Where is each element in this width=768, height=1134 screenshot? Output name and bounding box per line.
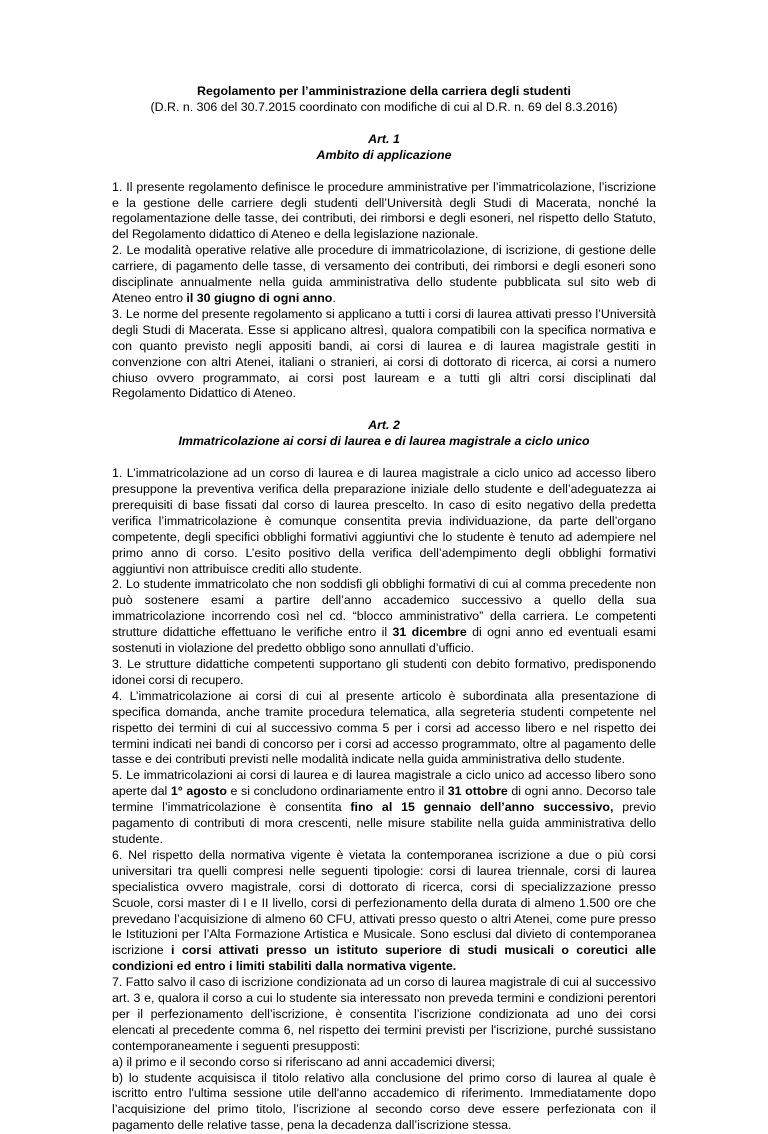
- text-run: a) il primo e il secondo corso si riferiscano ad anni accademici diversi;: [112, 1054, 495, 1069]
- bold-text-run: fino al 15 gennaio dell’anno successivo,: [350, 800, 614, 815]
- document-title: Regolamento per l’amministrazione della carriera degli studenti: [197, 84, 571, 98]
- text-run: 5. Le immatricolazioni ai corsi di laurea e di laurea magistrale a ciclo unico ad accesso libero sono aperte dal: [112, 768, 656, 799]
- text-run: 4. L’immatricolazione ai corsi di cui al presente articolo è subordinata alla presentazione di specifica domanda, anche tramite procedura telematica, alla segreteria studenti competente nel rispetto dei termini di cui al successivo comma 5 per i corsi ad accesso libero e nel rispetto dei termini indicati nei bandi di concorso per i corsi ad accesso programmato, oltre al pagamento delle tasse e dei contributi previsti nelle modalità indicate nella guida amministrativa dello studente.: [112, 688, 656, 767]
- article-body: [112, 180, 656, 403]
- bold-text-run: 31 dicembre: [392, 625, 467, 640]
- document-subtitle: (D.R. n. 306 del 30.7.2015 coordinato con modifiche di cui al D.R. n. 69 del 8.3.2016): [150, 99, 618, 114]
- paragraph: [112, 577, 656, 657]
- text-run: e si concludono ordinariamente entro il: [226, 784, 448, 799]
- text-run: 1. L’immatricolazione ad un corso di laurea e di laurea magistrale a ciclo unico ad accesso libero presuppone la preventiva verifica della preparazione iniziale dello studente e dell’adeguatezza ai prerequisiti di base fissati dal corso di laurea prescelto. In caso di esito negativo della predetta verifica l’immatricolazione è comunque consentita previa individuazione, da parte dell’organo competente, degli specifici obblighi formativi aggiuntivi che lo studente è tenuto ad adempiere nel primo anno di corso. L’esito positivo della verifica dell’adempimento degli obblighi formativi aggiuntivi non attribuisce crediti allo studente.: [112, 466, 656, 576]
- paragraph: [112, 180, 656, 244]
- article-title: Ambito di applicazione: [316, 147, 452, 162]
- text-run: previo pagamento di contributi di mora crescenti, nelle misure stabilite nella guida amministrativa dello studente.: [112, 800, 656, 846]
- text-run: 3. Le norme del presente regolamento si applicano a tutti i corsi di laurea attivati presso l’Università degli Studi di Macerata. Esse si applicano altresì, qualora compatibili con la specifica normativa e con quanto previsto negli appositi bandi, ai corsi di laurea e di laurea magistrale gestiti in convenzione con altri Atenei, italiani o stranieri, ai corsi di dottorato di ricerca, ai corsi a numero chiuso ovvero programmato, ai corsi post lauream e a tutti gli altri corsi disciplinati dal Regolamento Didattico di Ateneo.: [112, 306, 656, 401]
- paragraph: [112, 466, 656, 577]
- bold-text-run: 1° agosto: [170, 784, 227, 799]
- paragraph: [112, 975, 656, 1055]
- paragraph: [112, 307, 656, 402]
- text-run: 3. Le strutture didattiche competenti supportano gli studenti con debito formativo, predisponendo idonei corsi di recupero.: [112, 657, 656, 687]
- text-run: 7. Fatto salvo il caso di iscrizione condizionata ad un corso di laurea magistrale di cui al successivo art. 3 e, qualora il corso a cui lo studente sia interessato non preveda termini e condizioni perentori per il perfezionamento dell’iscrizione, è consentita l’iscrizione condizionata ad uno dei corsi elencati al precedente comma 6, nel rispetto dei termini previsti per l'iscrizione, purché sussistano contemporaneamente i seguenti presupposti:: [112, 975, 656, 1053]
- article-number: Art. 2: [368, 418, 400, 433]
- text-run: 1. Il presente regolamento definisce le procedure amministrative per l’immatricolazione, l’iscrizione e la gestione delle carriere degli studenti dell’Università degli Studi di Macerata, nonché la regolamentazione delle tasse, dei contributi, dei rimborsi e degli esoneri, nel rispetto dello Statuto, del Regolamento didattico di Ateneo e della legislazione nazionale.: [112, 179, 656, 242]
- paragraph: [112, 689, 656, 769]
- text-run: .: [332, 290, 336, 305]
- paragraph: [112, 243, 656, 307]
- paragraph: [112, 768, 656, 848]
- article-1: [112, 132, 656, 403]
- text-run: 2. Le modalità operative relative alle procedure di immatricolazione, di iscrizione, di gestione delle carriere, di pagamento delle tasse, di versamento dei contributi, dei rimborsi e degli esoneri sono disciplinate annualmente nella guida amministrativa dello studente pubblicata sul sito web di Ateneo entro: [112, 243, 656, 305]
- text-run: 6. Nel rispetto della normativa vigente è vietata la contemporanea iscrizione a due o più corsi universitari tra quelli compresi nelle seguenti tipologie: corsi di laurea triennale, corsi di laurea specialistica ovvero magistrale, corsi di dottorato di ricerca, corsi di specializzazione presso Scuole, corsi master di I e II livello, corsi di perfezionamento della durata di almeno 1.500 ore che prevedano l’acquisizione di almeno 60 CFU, attivati presso questo o altri Atenei, come pure presso le Istituzioni per l’Alta Formazione Artistica e Musicale. Sono esclusi dal divieto di contemporanea iscrizione: [112, 847, 656, 958]
- article-body: [112, 466, 656, 1134]
- paragraph: [112, 1055, 656, 1071]
- article-2: [112, 418, 656, 1134]
- bold-text-run: il 30 giugno di ogni anno: [186, 290, 333, 305]
- paragraph: [112, 657, 656, 689]
- article-title: Immatricolazione ai corsi di laurea e di laurea magistrale a ciclo unico: [178, 434, 590, 449]
- text-run: b) lo studente acquisisca il titolo relativo alla conclusione del primo corso di laurea al quale è iscritto entro l'ultima sessione utile dell'anno accademico di riferimento. Immediatamente dopo l’acquisizione del primo titolo, l’iscrizione al secondo corso deve essere perfezionata con il pagamento delle relative tasse, pena la decadenza dall’iscrizione stessa.: [112, 1070, 656, 1133]
- text-run: di ogni anno. Decorso tale termine l’immatricolazione è consentita: [112, 784, 656, 815]
- text-run: di ogni anno ed eventuali esami sostenuti in violazione del predetto obbligo sono annullati d’ufficio.: [112, 625, 656, 656]
- bold-text-run: 31 ottobre: [447, 784, 508, 799]
- article-number: Art. 1: [368, 131, 400, 146]
- paragraph: [112, 848, 656, 975]
- text-run: 2. Lo studente immatricolato che non soddisfi gli obblighi formativi di cui al comma precedente non può sostenere esami a partire dell’anno accademico successivo a quello della sua immatricolazione incorrendo così nel cd. “blocco amministrativo” della carriera. Le competenti strutture didattiche effettuano le verifiche entro il: [112, 577, 656, 640]
- paragraph: [112, 1071, 656, 1134]
- bold-text-run: i corsi attivati presso un istituto superiore di studi musicali o coreutici alle condizioni ed entro i limiti stabiliti dalla normativa vigente.: [112, 943, 656, 974]
